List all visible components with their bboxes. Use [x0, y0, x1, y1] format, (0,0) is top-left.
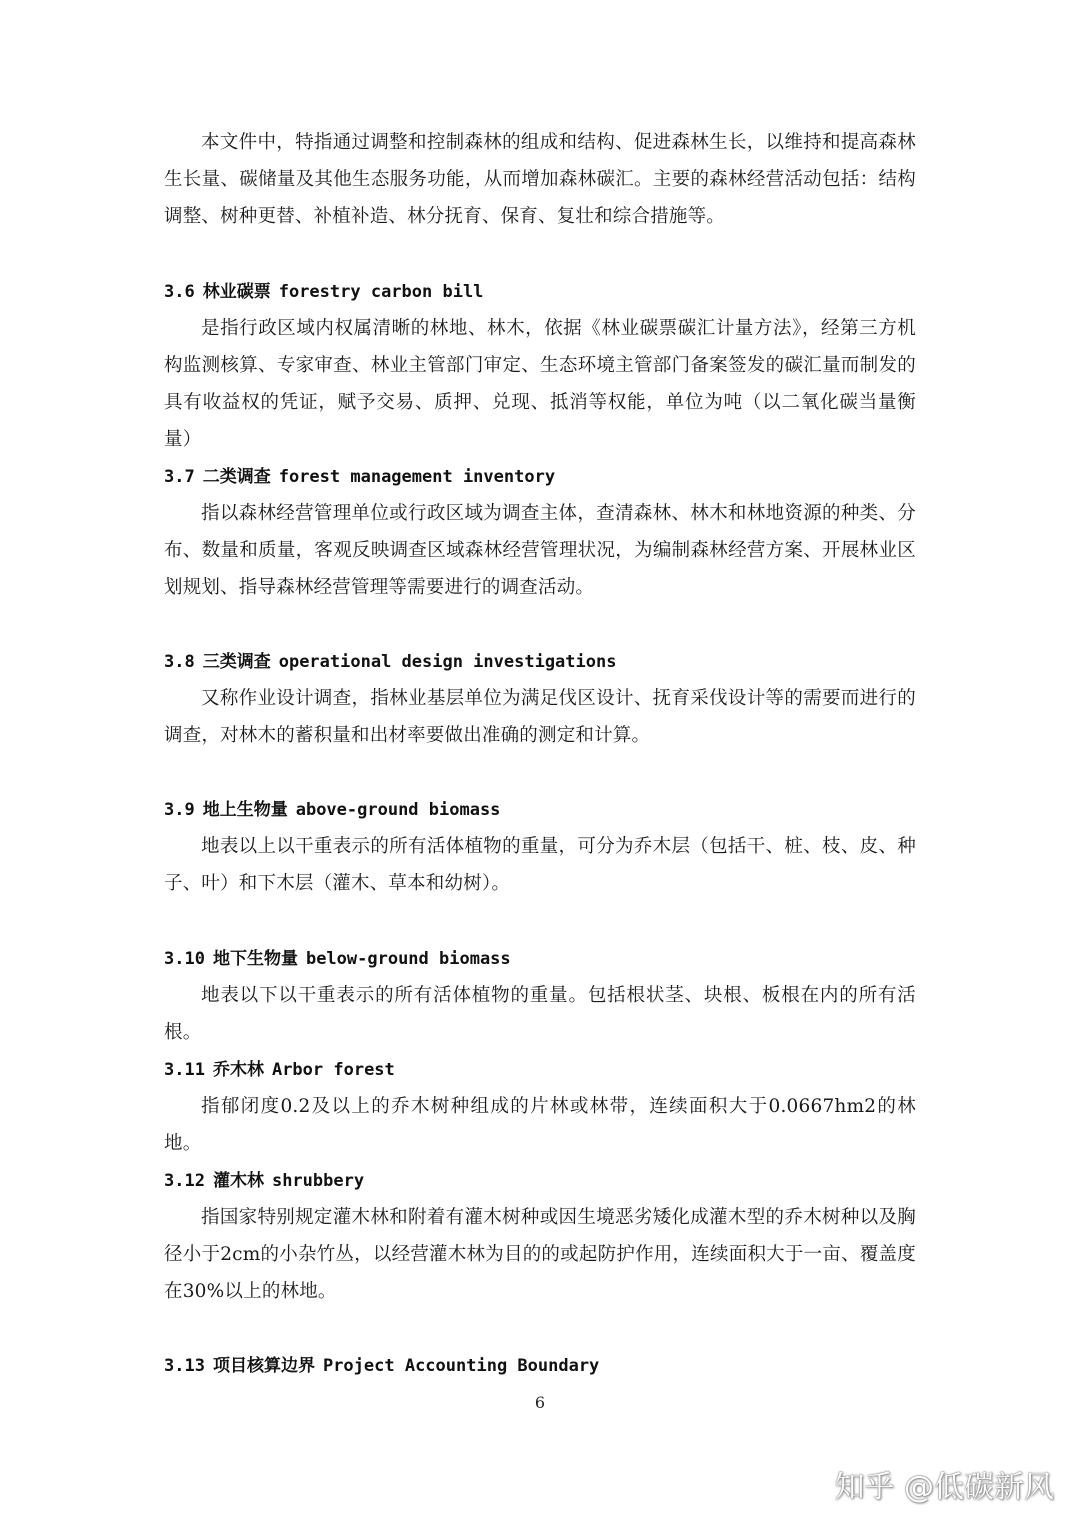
section-paragraph-3-12: 指国家特别规定灌木林和附着有灌木树种或因生境恶劣矮化成灌木型的乔木树种以及胸径小于2cm的小杂竹丛，以经营灌木林为目的的或起防护作用，连续面积大于一亩、覆盖度在30%以上的林地。 [164, 1207, 916, 1302]
section-number: 3.6 [164, 282, 195, 302]
section-number: 3.11 [164, 1060, 205, 1080]
section-title-en: forestry carbon bill [278, 282, 484, 302]
section-title-zh: 乔木林 [212, 1060, 264, 1080]
section-title-zh: 三类调查 [202, 652, 271, 672]
section-heading-3-9 [164, 798, 924, 822]
section-heading-3-6 [164, 280, 924, 304]
section-heading-3-11 [164, 1058, 924, 1082]
section-number: 3.7 [164, 467, 195, 487]
section-title-en: forest management inventory [278, 467, 556, 487]
section-paragraph-3-6: 是指行政区域内权属清晰的林地、林木，依据《林业碳票碳汇计量方法》，经第三方机构监测核算、专家审查、林业主管部门审定、生态环境主管部门备案签发的碳汇量而制发的具有收益权的凭证，赋予交易、质押、兑现、抵消等权能，单位为吨（以二氧化碳当量衡量） [164, 318, 916, 450]
section-title-en: shrubbery [271, 1171, 365, 1191]
section-title-zh: 地上生物量 [202, 800, 288, 820]
section-heading-3-12 [164, 1169, 924, 1193]
section-paragraph-3-11: 指郁闭度0.2及以上的乔木树种组成的片林或林带，连续面积大于0.0667hm2的林地。 [164, 1096, 916, 1154]
section-title-zh: 地下生物量 [212, 949, 298, 969]
section-number: 3.12 [164, 1171, 205, 1191]
section-title-zh: 二类调查 [202, 467, 271, 487]
section-heading-3-8 [164, 650, 924, 674]
section-title-en: operational design investigations [278, 652, 617, 672]
section-paragraph-3-8: 又称作业设计调查，指林业基层单位为满足伐区设计、抚育采伐设计等的需要而进行的调查，对林木的蓄积量和出材率要做出准确的测定和计算。 [164, 688, 916, 746]
section-title-zh: 项目核算边界 [212, 1356, 315, 1376]
section-number: 3.10 [164, 949, 205, 969]
section-number: 3.8 [164, 652, 195, 672]
section-number: 3.9 [164, 800, 195, 820]
section-title-zh: 林业碳票 [202, 282, 271, 302]
section-title-en: above-ground biomass [295, 800, 501, 820]
section-title-en: below-ground biomass [305, 949, 511, 969]
section-paragraph-3-7: 指以森林经营管理单位或行政区域为调查主体，查清森林、林木和林地资源的种类、分布、数量和质量，客观反映调查区域森林经营管理状况，为编制森林经营方案、开展林业区划规划、指导森林经营管理等需要进行的调查活动。 [164, 503, 916, 598]
section-paragraph-3-9: 地表以上以干重表示的所有活体植物的重量，可分为乔木层（包括干、桩、枝、皮、种子、叶）和下木层（灌木、草本和幼树）。 [164, 836, 916, 894]
section-title-zh: 灌木林 [212, 1171, 264, 1191]
section-paragraph-3-10: 地表以下以干重表示的所有活体植物的重量。包括根状茎、块根、板根在内的所有活根。 [164, 985, 916, 1043]
section-title-en: Arbor forest [271, 1060, 395, 1080]
intro-paragraph: 本文件中，特指通过调整和控制森林的组成和结构、促进森林生长，以维持和提高森林生长量、碳储量及其他生态服务功能，从而增加森林碳汇。主要的森林经营活动包括：结构调整、树种更替、补植补造、林分抚育、保育、复壮和综合措施等。 [164, 132, 916, 227]
watermark: 知乎 @低碳新风 [834, 1470, 1054, 1505]
page-number: 6 [534, 1393, 546, 1412]
section-heading-3-7 [164, 465, 924, 489]
section-number: 3.13 [164, 1356, 205, 1376]
section-title-en: Project Accounting Boundary [322, 1356, 600, 1376]
section-heading-3-13 [164, 1354, 924, 1378]
section-heading-3-10 [164, 947, 924, 971]
